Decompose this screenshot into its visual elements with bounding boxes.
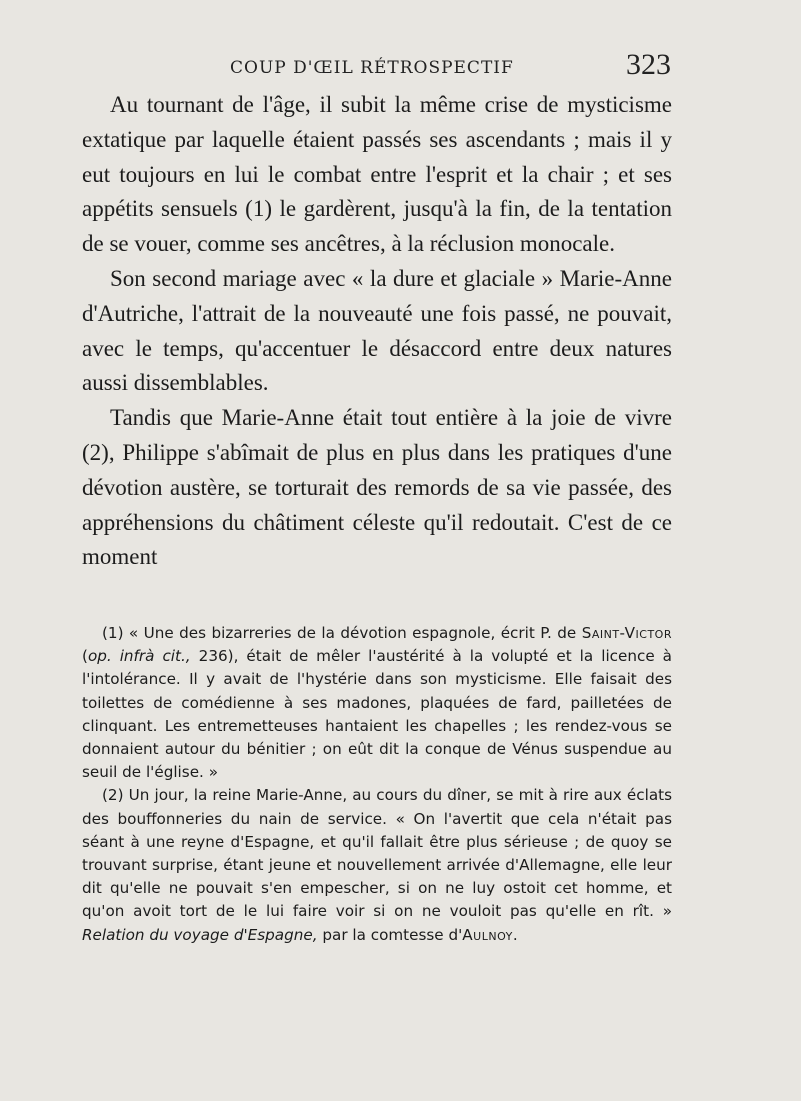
footnote-text: 236), était de mêler l'austérité à la volupté et la licence à l'intolérance. Il y avait de l'hystérie dans son mysticisme. Elle faisait des toilettes de comédienne à ses madones, plaquées de fard, pailletées de clinquant. Les entremetteuses hantaient les chapelles ; les rendez-vous se donnaient autour du bénitier ; on eût dit la conque de Vénus suspendue au seuil de l'église. » <box>82 647 672 782</box>
main-text <box>82 88 672 575</box>
paragraph: Tandis que Marie-Anne était tout entière à la joie de vivre (2), Philippe s'abîmait de plus en plus dans les pratiques d'une dévotion austère, se torturait des remords de sa vie passée, des appréhensions du châtiment céleste qu'il redoutait. C'est de ce moment <box>82 405 672 570</box>
footnote-text: ( <box>82 647 88 666</box>
paragraph: Son second mariage avec « la dure et glaciale » Marie-Anne d'Autriche, l'attrait de la nouveauté une fois passé, ne pouvait, avec le temps, qu'accentuer le désaccord entre deux natures aussi dissemblables. <box>82 265 672 396</box>
footnote-author: Saint-Victor <box>581 624 672 642</box>
footnote-text: . <box>512 925 518 944</box>
page-number: 323 <box>626 48 671 81</box>
footnote-source: Relation du voyage d'Espagne, <box>82 925 318 944</box>
footnote-2 <box>82 784 672 946</box>
footnote-text: (1) « Une des bizarreries de la dévotion espagnole, écrit P. de <box>102 624 582 642</box>
footnote-1 <box>82 622 672 784</box>
footnotes <box>82 622 672 947</box>
running-head: COUP D'ŒIL RÉTROSPECTIF <box>230 58 514 78</box>
paragraph: Au tournant de l'âge, il subit la même crise de mysticisme extatique par laquelle étaient passés ses ascendants ; mais il y eut toujours en lui le combat entre l'esprit et la chair ; et ses appétits sensuels (1) le gardèrent, jusqu'à la fin, de la tentation de se vouer, comme ses ancêtres, à la réclusion monocale. <box>82 92 672 257</box>
footnote-text: par la comtesse d' <box>317 925 463 944</box>
footnote-reference: op. infrà cit., <box>87 647 191 666</box>
footnote-author: Aulnoy <box>462 925 513 944</box>
footnote-text: (2) Un jour, la reine Marie-Anne, au cours du dîner, se mit à rire aux éclats des bouffonneries du nain de service. « On l'avertit que cela n'était pas séant à une reyne d'Espagne, et qu'il fallait être plus sérieuse ; de quoy se trouvant surprise, étant jeune et nouvellement arrivée d'Allemagne, elle leur dit qu'elle ne pouvait s'en empescher, si on ne luy ostoit cet homme, et qu'on avoit tort de le lui faire voir si on ne vouloit pas qu'elle en rît. » <box>82 786 672 921</box>
